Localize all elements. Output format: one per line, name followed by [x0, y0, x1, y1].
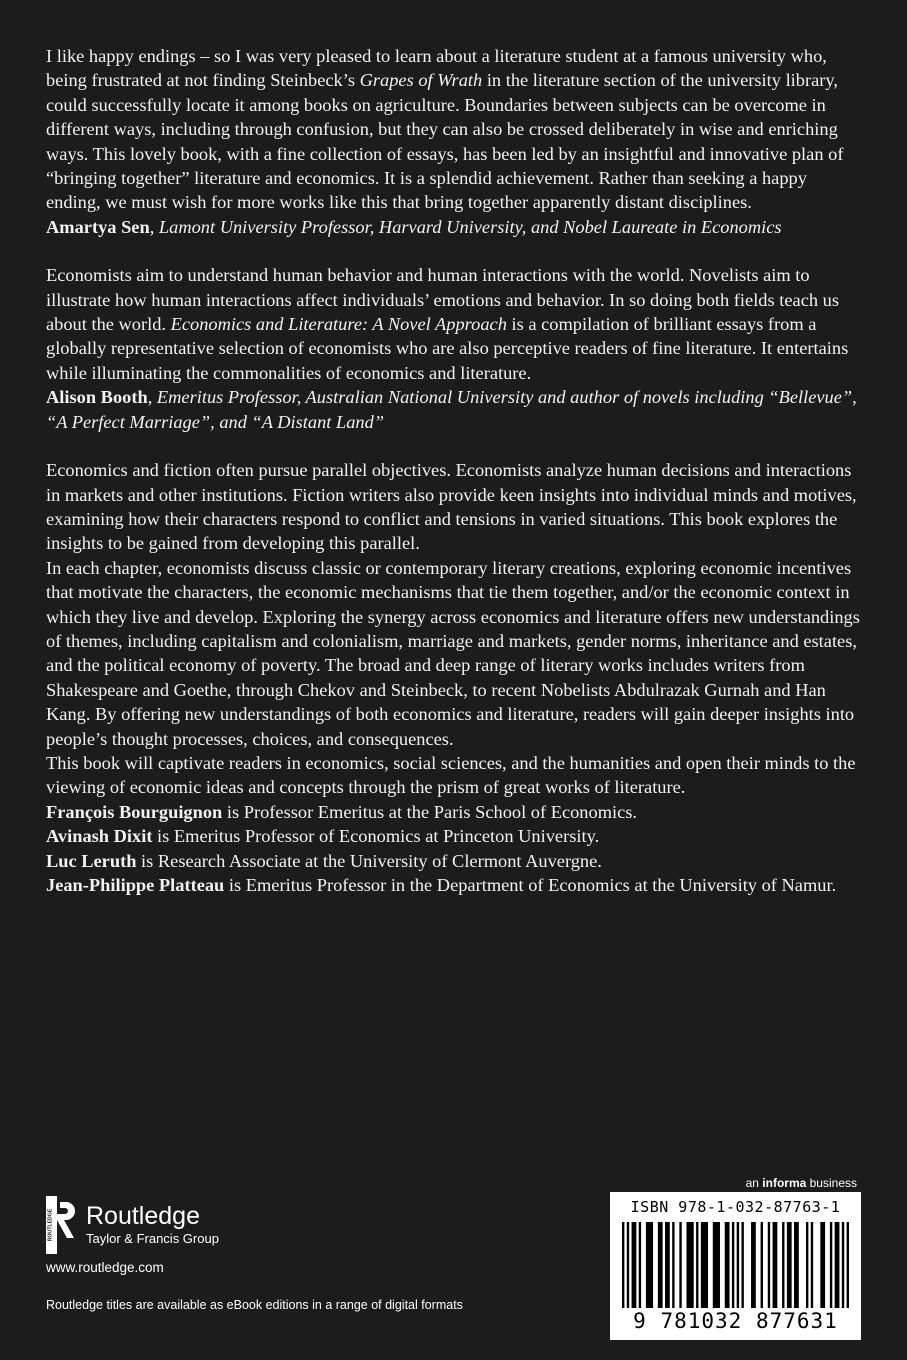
barcode-bar: [701, 1222, 708, 1308]
isbn-barcode: [610, 1192, 861, 1340]
barcode-bar: [830, 1222, 832, 1308]
description-paragraph: Economics and fiction often pursue parallel objectives. Economists analyze human decisions and interactions in markets and other institutions. Fiction writers also provide keen insights into individual minds and motives, examining how their characters respond to conflict and tensions in varied situations. This book explores the insights to be gained from developing this parallel.: [46, 460, 857, 554]
informa-tagline: an informa business: [745, 1176, 857, 1190]
logo-spine-text: ROUTLEDGE: [47, 1208, 54, 1242]
publisher-logo: [46, 1196, 219, 1254]
barcode-bar: [627, 1222, 629, 1308]
back-cover-text: [46, 44, 866, 897]
barcode-bar: [713, 1222, 720, 1308]
barcode-bar: [679, 1222, 681, 1308]
routledge-logo-icon: [46, 1196, 76, 1254]
barcode-bar: [672, 1222, 674, 1308]
editor-bio: François Bourguignon is Professor Emeritus at the Paris School of Economics.: [46, 801, 638, 822]
barcode-bar: [639, 1222, 641, 1308]
barcode-bar: [842, 1222, 844, 1308]
barcode-bar: [811, 1222, 813, 1308]
endorsement-booth: [46, 263, 866, 434]
barcode-bar: [782, 1222, 784, 1308]
endorser-name: Amartya Sen: [46, 216, 150, 237]
barcode-bar: [741, 1222, 743, 1308]
endorser-affiliation: Emeritus Professor, Australian National University and author of novels including “Bellevue”, “A Perfect Marriage”, and “A Distant Land”: [46, 387, 857, 432]
barcode-bar: [646, 1222, 653, 1308]
endorsement-quote: Economists aim to understand human behavior and human interactions with the world. Novelists aim to illustrate how human interactions affect individuals’ emotions and behavior. In so doing both fields teach us about the world. Economics and Literature: A Novel Approach is a compilation of brilliant essays from a globally representative selection of economists who are also perceptive readers of fine literature. It entertains while illuminating the commonalities of economics and literature.: [46, 265, 849, 383]
barcode-bar: [687, 1222, 694, 1308]
description-paragraph: In each chapter, economists discuss classic or contemporary literary creations, exploring economic incentives that motivate the characters, the economic mechanisms that tie them together, and/or the economic context in which they live and develop. Exploring the synergy across economics and literature offers new understandings of themes, including capitalism and colonialism, marriage and markets, gender norms, inheritance and estates, and the political economy of poverty. The broad and deep range of literary works includes writers from Shakespeare and Goethe, through Chekov and Steinbeck, to recent Nobelists Abdulrazak Gurnah and Han Kang. By offering new understandings of both economics and literature, readers will gain deeper insights into people’s thought processes, choices, and consequences.: [46, 557, 860, 749]
editor-bio: Jean-Philippe Platteau is Emeritus Professor in the Department of Economics at the University of Namur.: [46, 875, 837, 895]
barcode-bar: [806, 1222, 808, 1308]
ebook-note: Routledge titles are available as eBook editions in a range of digital formats: [46, 1298, 463, 1312]
barcode-bar: [737, 1222, 739, 1308]
barcode-bar: [768, 1222, 770, 1308]
barcode-bar: [787, 1222, 792, 1308]
editor-bio: Luc Leruth is Research Associate at the University of Clermont Auvergne.: [46, 850, 602, 871]
barcode-bar: [773, 1222, 778, 1308]
barcode-bar: [725, 1222, 730, 1308]
barcode-bar: [658, 1222, 663, 1308]
barcode-bars: [622, 1222, 849, 1308]
barcode-bar: [732, 1222, 734, 1308]
publisher-url: www.routledge.com: [46, 1260, 164, 1275]
publisher-name: Routledge: [86, 1202, 200, 1230]
isbn-label: ISBN 978-1-032-87763-1: [630, 1198, 841, 1216]
barcode-digits: 9 781032 877631: [633, 1309, 838, 1333]
barcode-bar: [696, 1222, 698, 1308]
barcode-bar: [847, 1222, 849, 1308]
barcode-bar: [751, 1222, 756, 1308]
endorser-name: Alison Booth: [46, 387, 148, 408]
barcode-bar: [622, 1222, 624, 1308]
barcode-bar: [632, 1222, 637, 1308]
endorser: Alison Booth, Emeritus Professor, Australian National University and author of novels including “Bellevue”, “A Perfect Marriage”, and “A Distant Land”: [46, 387, 857, 432]
barcode-bar: [665, 1222, 670, 1308]
editor-bio: Avinash Dixit is Emeritus Professor of Economics at Princeton University.: [46, 826, 600, 847]
barcode-bar: [794, 1222, 799, 1308]
endorser: Amartya Sen, Lamont University Professor, Harvard University, and Nobel Laureate in Economics: [46, 216, 782, 237]
endorser-affiliation: Lamont University Professor, Harvard University, and Nobel Laureate in Economics: [158, 216, 782, 237]
barcode-bar: [835, 1222, 840, 1308]
description-paragraph: This book will captivate readers in economics, social sciences, and the humanities and open their minds to the viewing of economic ideas and concepts through the prism of great works of literature.: [46, 752, 856, 798]
publisher-group: Taylor & Francis Group: [86, 1231, 219, 1246]
endorsement-sen: [46, 44, 866, 239]
barcode-bar: [820, 1222, 825, 1308]
endorsement-quote: I like happy endings – so I was very pleased to learn about a literature student at a famous university who, being frustrated at not finding Steinbeck’s Grapes of Wrath in the literature section of the university library, could successfully locate it among books on agriculture. Boundaries between subjects can be overcome in different ways, including through confusion, but they can also be crossed deliberately in wise and enriching ways. This lovely book, with a fine collection of essays, has been led by an insightful and innovative plan of “bringing together” literature and economics. It is a splendid achievement. Rather than seeking a happy ending, we must wish for more works like this that bring together apparently distant disciplines.: [46, 46, 844, 213]
barcode-bar: [761, 1222, 763, 1308]
